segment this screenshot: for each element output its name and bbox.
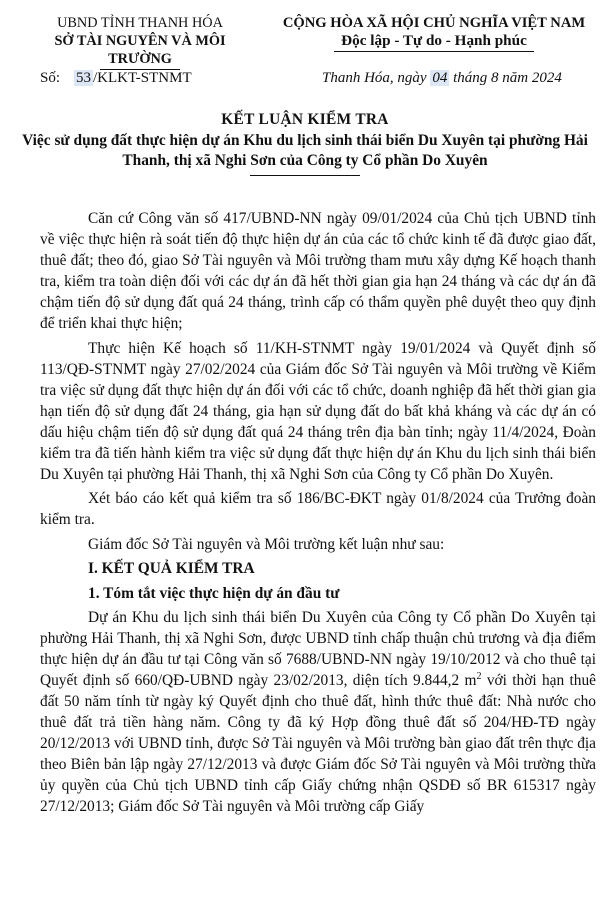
paragraph: Thực hiện Kế hoạch số 11/KH-STNMT ngày 19/01/2024 và Quyết định số 113/QĐ-STNMT ngày 27/02/2024 của Giám đốc Sở Tài nguyên và Môi trường về Kiểm tra việc sử dụng đất thực hiện dự án đối với các tổ chức, doanh nghiệp đã hết thời gian gia hạn tiến độ sử dụng đất 24 tháng, gia hạn sử dụng đất do bất khả kháng và các dự án có dấu hiệu chậm tiến độ sử dụng đất quá 24 tháng trên địa bàn tỉnh; ngày 11/4/2024, Đoàn kiểm tra đã tiến hành kiểm tra việc sử dụng đất thực hiện dự án Khu du lịch sinh thái biển Du Xuyên tại phường Hải Thanh, thị xã Nghi Sơn của Công ty Cổ phần Do Xuyên. xyxy=(40,339,596,483)
paragraph: Căn cứ Công văn số 417/UBND-NN ngày 09/01/2024 của Chủ tịch UBND tỉnh về việc thực hiện rà soát tiến độ thực hiện dự án của các tổ chức kinh tế đã được giao đất, thuê đất; theo đó, giao Sở Tài nguyên và Môi trường tham mưu xây dựng Kế hoạch thanh tra, kiểm tra toàn diện đối với các dự án đã hết thời gian gia hạn 24 tháng và các dự án đã chậm tiến độ sử dụng đất quá 24 tháng, trình cấp có thẩm quyền phê duyệt theo quy định để triển khai thực hiện; xyxy=(40,210,596,332)
country-name: CỘNG HÒA XÃ HỘI CHỦ NGHĨA VIỆT NAM xyxy=(282,15,586,31)
section-heading: I. KẾT QUẢ KIỂM TRA xyxy=(88,560,255,577)
paragraph-text: Dự án Khu du lịch sinh thái biển Du Xuyên của Công ty Cổ phần Do Xuyên tại phường Hải Thanh, thị xã Nghi Sơn, được UBND tỉnh chấp thuận chủ trương và địa điểm thực hiện dự án đầu tư tại Công văn số 7688/UBND-NN ngày 19/10/2012 và cho thuê tại Quyết định số 660/QĐ-UBND ngày 23/02/2013, diện tích 9.844,2 m xyxy=(40,609,596,689)
paragraph: Giám đốc Sở Tài nguyên và Môi trường kết luận như sau: xyxy=(88,535,445,553)
date-day: 04 xyxy=(432,70,448,86)
issuing-agency xyxy=(24,14,256,70)
national-header xyxy=(268,14,600,52)
subsection-heading: 1. Tóm tắt việc thực hiện dự án đầu tư xyxy=(88,584,340,602)
paragraph xyxy=(40,607,596,817)
document-number xyxy=(40,68,192,88)
document-header xyxy=(0,14,610,74)
issue-date xyxy=(322,68,562,88)
date-place: Thanh Hóa, ngày xyxy=(322,70,427,86)
agency-name: SỞ TÀI NGUYÊN VÀ MÔI TRƯỜNG xyxy=(54,33,226,67)
paragraph-text: với thời hạn thuê đất 50 năm tính từ ngày ký Quyết định cho thuê đất, hình thức thuê đất: Nhà nước cho thuê đất trả tiền hàng năm. Công ty đã ký Hợp đồng thuê đất số 204/HĐ-TĐ ngày 20/12/2013 với UBND tỉnh, được Sở Tài nguyên và Môi trường bàn giao đất trên thực địa theo Biên bản lập ngày 27/12/2013 và được Giám đốc Sở Tài nguyên và Môi trường thừa ủy quyền của Chủ tịch UBND tỉnh cấp Giấy chứng nhận QSDĐ số BR 615317 ngày 27/12/2013; Giám đốc Sở Tài nguyên và Môi trường cấp Giấy xyxy=(40,672,597,815)
document-subtitle: Việc sử dụng đất thực hiện dự án Khu du lịch sinh thái biển Du Xuyên tại phường Hải Thanh, thị xã Nghi Sơn của Công ty Cổ phần Do Xuyên xyxy=(22,132,588,169)
number-prefix: Số: xyxy=(40,70,61,86)
document-title: KẾT LUẬN KIỂM TRA xyxy=(221,111,389,128)
number-suffix: /KLKT-STNMT xyxy=(93,70,192,86)
national-motto: Độc lập - Tự do - Hạnh phúc xyxy=(341,32,527,49)
paragraph: Xét báo cáo kết quả kiểm tra số 186/BC-ĐKT ngày 01/8/2024 của Trưởng đoàn kiểm tra. xyxy=(40,490,596,528)
motto-underline xyxy=(334,51,534,52)
parent-agency-name: UBND TỈNH THANH HÓA xyxy=(57,15,223,31)
title-underline xyxy=(250,175,360,176)
document-title-block xyxy=(20,110,590,176)
superscript: 2 xyxy=(476,670,482,682)
date-rest: tháng 8 năm 2024 xyxy=(453,70,562,86)
document-body xyxy=(40,208,596,821)
number-value: 53 xyxy=(76,70,92,86)
